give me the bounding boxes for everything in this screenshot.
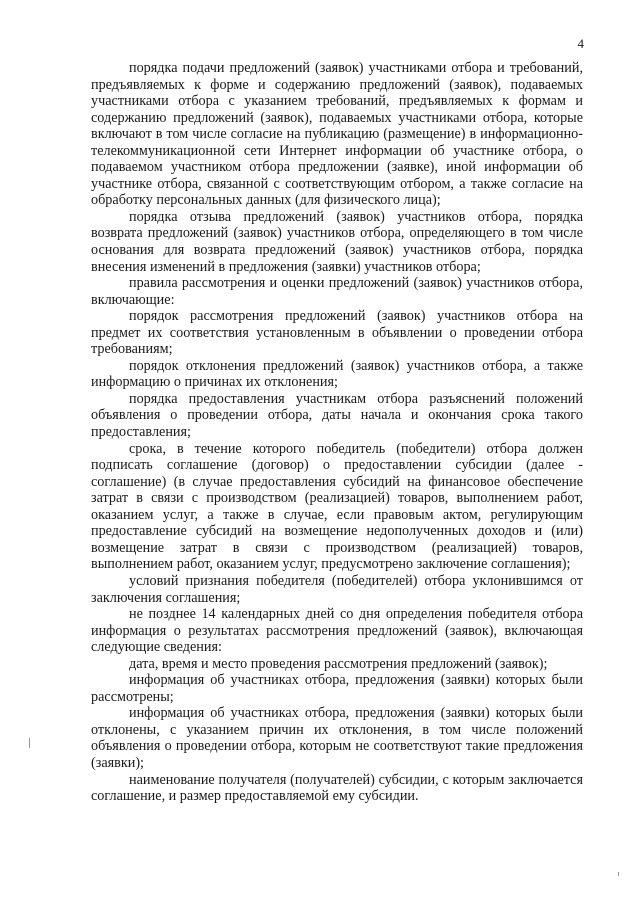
paragraph-application-submission: порядка подачи предложений (заявок) участниками отбора и требований, предъявляемых к форме и содержанию предложений (заявок), подаваемых участниками отбора с указанием требований, предъявляемых к формам и содержанию предложений (заявок), подаваемых участниками отбора, которые включают в том числе согласие на публикацию (размещение) в информационно-телекоммуникационной сети Интернет информации об участнике отбора, о подаваемом участником отбора предложении (заявке), иной информации об участнике отбора, связанной с соответствующим отбором, а также согласие на обработку персональных данных (для физического лица); [91,60,583,209]
paragraph-agreement-deadline: срока, в течение которого победитель (победители) отбора должен подписать соглашение (договор) о предоставлении субсидии (далее - соглашение) (в случае предоставления субсидий на финансовое обеспечение затрат в связи с производством (реализацией) товаров, выполнением работ, оказанием услуг, а также в случае, если правовым актом, регулирующим предоставление субсидий на возмещение недополученных доходов и (или) возмещение затрат в связи с производством (реализацией) товаров, выполнением работ, оказанием услуг, предусмотрено заключение соглашения); [91,440,583,573]
paragraph-rejection-procedure: порядок отклонения предложений (заявок) участников отбора, а также информацию о причинах их отклонения; [91,357,583,391]
scan-margin-mark [29,738,30,748]
paragraph-review-date-place: дата, время и место проведения рассмотрения предложений (заявок); [129,655,548,672]
paragraph-evasion-conditions: условий признания победителя (победителей) отбора уклонившимся от заключения соглашения; [91,572,583,606]
paragraph-application-withdrawal: порядка отзыва предложений (заявок) участников отбора, порядка возврата предложений (заявок) участников отбора, определяющего в том числе основания для возврата предложений (заявок) участников отбора, порядка внесения изменений в предложения (заявки) участников отбора; [91,208,583,275]
page-number: 4 [577,36,584,51]
paragraph-results-information: не позднее 14 календарных дней со дня определения победителя отбора информация о результатах рассмотрения предложений (заявок), включающая следующие сведения: [91,606,583,656]
paragraph-clarifications: порядка предоставления участникам отбора разъяснений положений объявления о проведении отбора, даты начала и окончания срока такого предоставления; [91,390,583,441]
paragraph-rejected-participants: информация об участниках отбора, предложения (заявки) которых были отклонены, с указанием причин их отклонения, в том числе положений объявления о проведении отбора, которым не соответствуют такие предложения (заявки); [91,705,583,771]
paragraph-reviewed-participants: информация об участниках отбора, предложения (заявки) которых были рассмотрены; [91,672,583,705]
document-body [91,60,583,805]
paragraph-recipient-name: наименование получателя (получателей) субсидии, с которым заключается соглашение, и размер предоставляемой ему субсидии. [91,771,583,805]
paragraph-review-procedure: порядок рассмотрения предложений (заявок) участников отбора на предмет их соответствия установленным в объявлении о проведении отбора требованиям; [91,308,583,358]
scan-margin-mark [618,872,619,876]
paragraph-review-rules: правила рассмотрения и оценки предложений (заявок) участников отбора, включающие: [91,275,583,308]
